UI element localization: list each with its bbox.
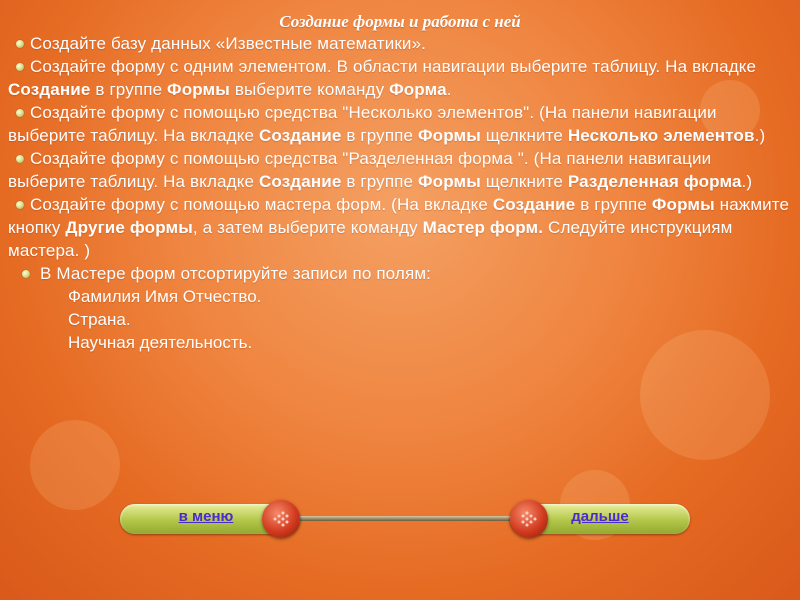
item-text: Следуйте инструкциям мастера. ) <box>8 218 733 260</box>
bullet-icon <box>16 201 24 209</box>
item-bold: Формы <box>418 172 481 191</box>
arrow-left-icon <box>271 509 291 529</box>
bokeh-decoration <box>30 420 120 510</box>
item-text: щелкните <box>480 172 568 191</box>
item-text: Создайте форму с помощью мастера форм. (На вкладке <box>30 195 493 214</box>
menu-arrow-button[interactable] <box>262 500 300 538</box>
item-text: в группе <box>575 195 652 214</box>
arrow-right-icon <box>519 509 539 529</box>
list-item <box>8 193 792 262</box>
bullet-icon <box>16 40 24 48</box>
item-text: выберите команду <box>229 80 390 99</box>
item-bold: Формы <box>167 80 230 99</box>
item-bold: Форма <box>389 80 447 99</box>
item-bold: Создание <box>258 126 342 145</box>
item-text: щелкните <box>480 126 568 145</box>
list-item <box>8 101 792 147</box>
list-item <box>8 147 792 193</box>
item-text: Создайте форму с одним элементом. В области навигации выберите таблицу. На вкладке <box>30 57 757 76</box>
slide-title: Создание формы и работа с ней <box>279 12 521 31</box>
item-text: .) <box>754 126 766 145</box>
item-text: нажмите кнопку <box>8 195 790 237</box>
item-text: , а затем выберите команду <box>192 218 423 237</box>
item-bold: Создание <box>258 172 342 191</box>
bullet-icon <box>16 109 24 117</box>
item-text: в группе <box>341 126 419 145</box>
item-text: Создайте базу данных «Известные математики». <box>30 34 427 53</box>
rope-connector <box>280 516 530 521</box>
item-text: Создайте форму с помощью средства "Несколько элементов". (На панели навигации выберите таблицу. На вкладке <box>8 103 717 145</box>
item-bold: Формы <box>651 195 715 214</box>
bullet-icon <box>16 155 24 163</box>
navigation-bar <box>120 498 690 540</box>
bullet-icon <box>16 63 24 71</box>
item-bold: Другие формы <box>65 218 193 237</box>
next-link[interactable]: дальше <box>571 508 629 525</box>
menu-link[interactable]: в меню <box>178 508 234 525</box>
sort-field: Научная деятельность. <box>68 333 253 352</box>
item-text: В Мастере форм отсортируйте записи по полям: <box>40 264 432 283</box>
sort-field: Страна. <box>68 310 131 329</box>
item-text: в группе <box>341 172 419 191</box>
list-item <box>8 262 792 285</box>
list-item <box>8 55 792 101</box>
item-text: . <box>446 80 452 99</box>
item-bold: Создание <box>492 195 576 214</box>
next-arrow-button[interactable] <box>510 500 548 538</box>
item-bold: Несколько элементов <box>567 126 755 145</box>
item-bold: Разделенная форма <box>567 172 742 191</box>
item-bold: Мастер форм. <box>422 218 544 237</box>
item-bold: Создание <box>8 80 91 99</box>
item-bold: Формы <box>418 126 481 145</box>
item-text: в группе <box>90 80 168 99</box>
item-text: Создайте форму с помощью средства "Разделенная форма ". (На панели навигации выберите таблицу. На вкладке <box>8 149 712 191</box>
slide-content <box>8 12 792 354</box>
list-item <box>8 32 792 55</box>
item-text: .) <box>741 172 753 191</box>
bullet-icon <box>22 270 30 278</box>
sort-field: Фамилия Имя Отчество. <box>68 287 262 306</box>
